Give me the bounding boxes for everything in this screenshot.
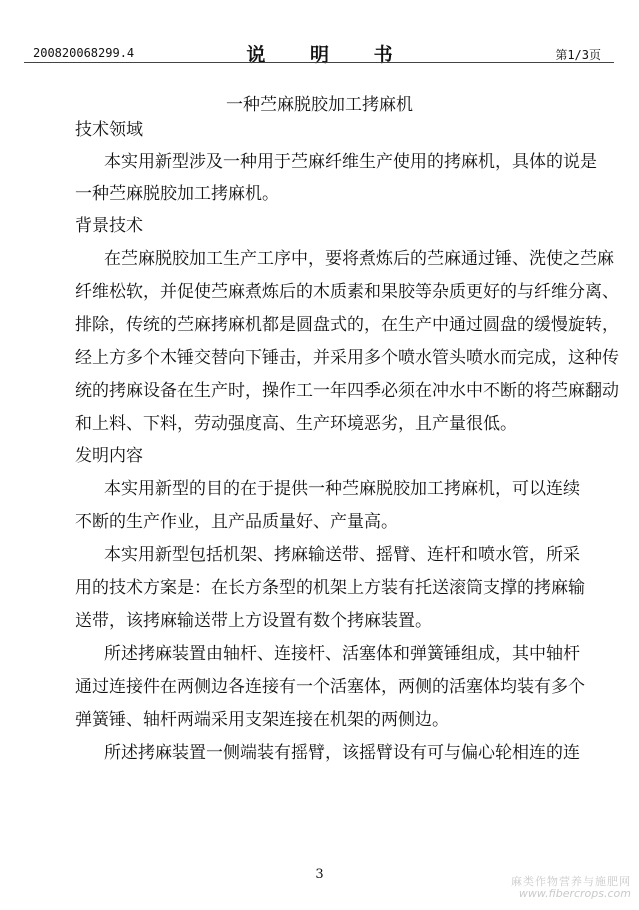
paragraph-line: 排除，传统的苎麻拷麻机都是圆盘式的，在生产中通过圆盘的缓慢旋转， xyxy=(75,315,619,335)
section-heading: 技术领域 xyxy=(75,120,143,140)
paragraph-line: 所述拷麻装置一侧端装有摇臂，该摇臂设有可与偏心轮相连的连 xyxy=(104,743,580,763)
paragraph-line: 弹簧锤、轴杆两端采用支架连接在机架的两侧边。 xyxy=(75,710,449,730)
paragraph-line: 用的技术方案是：在长方条型的机架上方装有托送滚筒支撑的拷麻输 xyxy=(75,578,585,598)
page-number: 3 xyxy=(315,867,324,882)
doc-number: 200820068299.4 xyxy=(33,46,135,60)
paragraph-line: 经上方多个木锤交替向下锤击，并采用多个喷水管头喷水而完成，这种传 xyxy=(75,348,619,368)
paragraph-line: 所述拷麻装置由轴杆、连接杆、活塞体和弹簧锤组成，其中轴杆 xyxy=(104,644,580,664)
paragraph-line: 通过连接件在两侧边各连接有一个活塞体，两侧的活塞体均装有多个 xyxy=(75,677,585,697)
paragraph-line: 在苎麻脱胶加工生产工序中，要将煮炼后的苎麻通过锤、洗使之苎麻 xyxy=(104,249,614,269)
document-title: 一种苎麻脱胶加工拷麻机 xyxy=(226,95,413,115)
paragraph-line: 本实用新型包括机架、拷麻输送带、摇臂、连杆和喷水管，所采 xyxy=(104,545,580,565)
paragraph-line: 不断的生产作业，且产品质量好、产量高。 xyxy=(75,512,398,532)
paragraph-line: 送带，该拷麻输送带上方设置有数个拷麻装置。 xyxy=(75,611,432,631)
watermark-url: www.fibercrops.com xyxy=(518,886,631,900)
paragraph-line: 和上料、下料，劳动强度高、生产环境恶劣，且产量很低。 xyxy=(75,414,517,434)
watermark-text: 麻类作物营养与施肥网 xyxy=(511,874,631,888)
section-heading: 背景技术 xyxy=(75,216,143,236)
paragraph-line: 一种苎麻脱胶加工拷麻机。 xyxy=(75,184,279,204)
watermark xyxy=(511,876,631,900)
header-rule xyxy=(24,62,614,63)
paragraph-line: 统的拷麻设备在生产时，操作工一年四季必须在冲水中不断的将苎麻翻动 xyxy=(75,381,619,401)
header-title: 说 明 书 xyxy=(246,44,412,66)
paragraph-line: 本实用新型涉及一种用于苎麻纤维生产使用的拷麻机，具体的说是 xyxy=(104,152,597,172)
paragraph-line: 本实用新型的目的在于提供一种苎麻脱胶加工拷麻机，可以连续 xyxy=(104,479,580,499)
section-heading: 发明内容 xyxy=(75,446,143,466)
paragraph-line: 纤维松软，并促使苎麻煮炼后的木质素和果胶等杂质更好的与纤维分离、 xyxy=(75,282,619,302)
page-label: 第1/3页 xyxy=(555,48,601,62)
